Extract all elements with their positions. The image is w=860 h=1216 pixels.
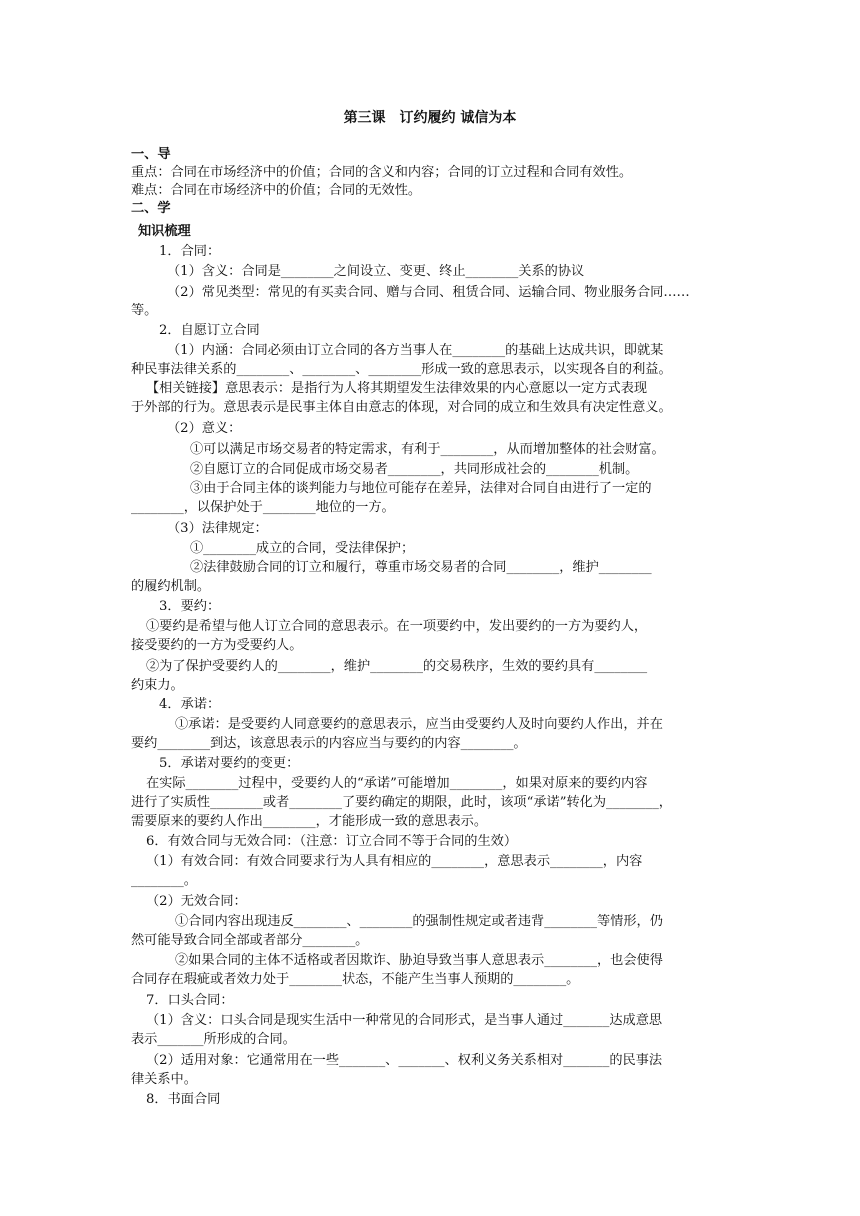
- item-7-heading: 7．口头合同：: [146, 993, 234, 1008]
- item-2-heading: 2．自愿订立合同: [159, 323, 260, 338]
- item-6-line: 合同存在瑕疵或者效力处于________状态，不能产生当事人预期的________。: [131, 972, 580, 987]
- item-4-heading: 4．承诺：: [159, 697, 221, 712]
- item-1-line: （2）常见类型：常见的有买卖合同、赠与合同、租赁合同、运输合同、物业服务合同……: [167, 285, 690, 300]
- item-2-line: （1）内涵：合同必须由订立合同的各方当事人在________的基础上达成共识，即就某: [167, 343, 664, 358]
- item-8-heading: 8．书面合同: [146, 1092, 221, 1107]
- item-2-line: （3）法律规定：: [167, 521, 268, 536]
- item-6-line: ________。: [131, 873, 197, 888]
- item-2-line: ③由于合同主体的谈判能力与地位可能存在差异，法律对合同自由进行了一定的: [190, 481, 652, 496]
- document-title: 第三课 订约履约 诚信为本: [343, 110, 517, 126]
- key-points: 重点：合同在市场经济中的价值；合同的含义和内容；合同的订立过程和合同有效性。: [131, 165, 633, 180]
- item-3-line: 接受要约的一方为受要约人。: [131, 638, 303, 653]
- item-6-line: （2）无效合同：: [146, 894, 247, 909]
- related-link: 于外部的行为。意思表示是民事主体自由意志的体现，对合同的成立和生效具有决定性意义。: [131, 400, 672, 415]
- item-1-heading: 1．合同：: [159, 244, 221, 259]
- section-heading-guide: 一、导: [131, 147, 171, 162]
- item-4-line: 要约________到达，该意思表示的内容应当与要约的内容________。: [131, 736, 527, 751]
- item-6-line: ①合同内容出现违反________、________的强制性规定或者违背________等情形，仍: [175, 914, 663, 929]
- item-1-line: （1）含义：合同是________之间设立、变更、终止________关系的协议: [167, 264, 585, 279]
- item-5-line: 进行了实质性________或者________了要约确定的期限，此时，该项“承诺”转化为________，: [131, 795, 672, 810]
- item-3-heading: 3．要约：: [159, 599, 221, 614]
- item-6-line: ②如果合同的主体不适格或者因欺诈、胁迫导致当事人意思表示________，也会使得: [175, 953, 663, 968]
- item-3-line: ①要约是希望与他人订立合同的意思表示。在一项要约中，发出要约的一方为要约人，: [146, 619, 648, 634]
- item-7-line: （2）适用对象：它通常用在一些_______、_______、权利义务关系相对_______的民事法: [146, 1053, 663, 1068]
- difficult-points: 难点：合同在市场经济中的价值；合同的无效性。: [131, 183, 422, 198]
- item-3-line: 约束力。: [131, 678, 184, 693]
- item-7-line: 表示_______所形成的合同。: [131, 1032, 296, 1047]
- item-2-line: ①________成立的合同，受法律保护；: [190, 541, 415, 556]
- item-2-line: ①可以满足市场交易者的特定需求，有利于________，从而增加整体的社会财富。: [190, 442, 665, 457]
- item-2-line: 的履约机制。: [131, 579, 211, 594]
- section-heading-learn: 二、学: [131, 201, 171, 216]
- item-2-line: ②法律鼓励合同的订立和履行，尊重市场交易者的合同________，维护________: [190, 560, 652, 575]
- item-7-line: （1）含义：口头合同是现实生活中一种常见的合同形式，是当事人通过_______达成意思: [146, 1013, 663, 1028]
- item-3-line: ②为了保护受要约人的________，维护________的交易秩序，生效的要约具有________: [146, 659, 648, 674]
- item-1-line: 等。: [131, 303, 158, 318]
- item-4-line: ①承诺：是受要约人同意要约的意思表示，应当由受要约人及时向要约人作出，并在: [175, 717, 663, 732]
- item-5-heading: 5．承诺对要约的变更：: [159, 756, 300, 771]
- item-6-heading: 6．有效合同与无效合同：（注意：订立合同不等于合同的生效）: [146, 834, 518, 849]
- subheading-knowledge: 知识梳理: [138, 224, 191, 239]
- item-2-line: ________，以保护处于________地位的一方。: [131, 500, 395, 515]
- item-2-line: ②自愿订立的合同促成市场交易者________，共同形成社会的________机制。: [190, 462, 639, 477]
- related-link: 【相关链接】意思表示：是指行为人将其期望发生法律效果的内心意愿以一定方式表现: [146, 381, 648, 396]
- item-6-line: （1）有效合同：有效合同要求行为人具有相应的________，意思表示________，内容: [146, 854, 643, 869]
- item-2-line: 种民事法律关系的________、________、________形成一致的意思表示，以实现各自的利益。: [131, 362, 672, 377]
- item-7-line: 律关系中。: [131, 1072, 197, 1087]
- item-6-line: 然可能导致合同全部或者部分________。: [131, 933, 369, 948]
- item-2-line: （2）意义：: [167, 421, 242, 436]
- item-5-line: 在实际________过程中，受要约人的“承诺”可能增加________，如果对原来的要约内容: [146, 776, 648, 791]
- item-5-line: 需要原来的要约人作出________，才能形成一致的意思表示。: [131, 814, 488, 829]
